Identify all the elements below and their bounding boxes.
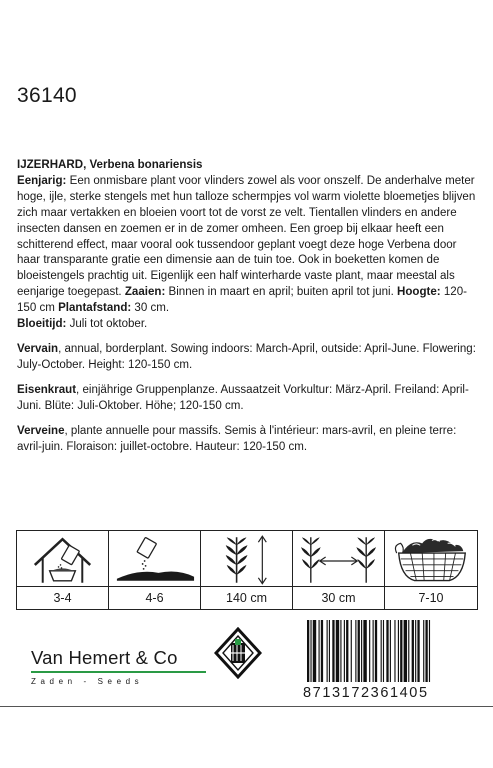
brand — [31, 647, 178, 686]
sow-indoors-icon — [17, 531, 108, 587]
plant-height-icon — [201, 531, 292, 587]
plant-spacing-value: 30 cm — [321, 591, 356, 605]
icon-cell-plant-spacing — [292, 530, 384, 610]
dutch-body: Een onmisbare plant voor vlinders zowel als voor onszelf. De anderhalve meter hoge, ijle, sterke stengels met hun talloze schermpjes vol warm violette bloemetjes blijven zich maar vertakken en bloeien voort tot de vorst ze velt. Tientallen vlinders en andere insecten dansen en zoemen er in de zomer omheen. Een groep bij elkaar heeft een schitterend effect, maar vooral ook tussendoor geplant voegt deze hoge Verbena door haar transparante gratie een dimensie aan de tuin toe. Ook in boeketten komen de bloeistengels prachtig uit. Eigenlijk een half winterharde vaste plant, maar meestal als eenjarige toegepast. — [17, 174, 476, 299]
title: IJZERHARD, Verbena bonariensis — [17, 159, 203, 171]
article-number: 36140 — [17, 84, 77, 107]
brand-logo-icon — [214, 627, 262, 679]
french-text: , plante annuelle pour massifs. Semis à l'intérieur: mars-avril, en pleine terre: avril-juin. Floraison: juillet-octobre. Hauteur: 120-150 cm. — [17, 424, 457, 453]
icon-cell-sow-indoors — [16, 530, 108, 610]
sow-outdoors-months: 4-6 — [145, 591, 164, 605]
eenjarig-label: Eenjarig: — [17, 174, 67, 187]
french-description — [17, 424, 479, 456]
description-block — [17, 158, 479, 464]
brand-tagline: Zaden - Seeds — [31, 677, 144, 686]
german-description — [17, 383, 479, 415]
hoogte-label: Hoogte: — [397, 286, 441, 299]
english-text: , annual, borderplant. Sowing indoors: March-April, outside: April-June. Flowering: July-October. Height: 120-150 cm. — [17, 342, 476, 371]
german-text: , einjährige Gruppenplanze. Aussaatzeit Vorkultur: März-April. Freiland: April-Juni. Blüte: Juli-Oktober. Höhe; 120-150 cm. — [17, 383, 469, 412]
plantafstand-label: Plantafstand: — [58, 302, 132, 315]
sowing-icons-strip — [16, 530, 478, 610]
hoogte-value: 120-150 cm — [17, 286, 467, 315]
english-name: Vervain — [17, 342, 59, 355]
bottom-divider — [0, 706, 493, 707]
barcode — [305, 620, 477, 686]
icon-cell-harvest — [384, 530, 478, 610]
harvest-weeks: 7-10 — [418, 591, 444, 605]
sow-outdoors-icon — [109, 531, 200, 587]
brand-name: Van Hemert & Co — [31, 647, 178, 668]
plant-spacing-icon — [293, 531, 384, 587]
zaaien-label: Zaaien: — [124, 286, 166, 299]
sow-indoors-months: 3-4 — [53, 591, 72, 605]
plant-height-value: 140 cm — [226, 591, 267, 605]
barcode-number: 8713172361405 — [303, 685, 429, 701]
brand-divider — [31, 671, 206, 673]
plantafstand-value: 30 cm. — [131, 302, 170, 315]
bloeitijd-label: Bloeitijd: — [17, 318, 67, 331]
icon-cell-sow-outdoors — [108, 530, 200, 610]
french-name: Verveine — [17, 424, 65, 437]
icon-cell-plant-height — [200, 530, 292, 610]
bloeitijd-value: Juli tot oktober. — [66, 318, 148, 331]
english-description — [17, 342, 479, 374]
dutch-description — [17, 158, 479, 333]
zaaien-value: Binnen in maart en april; buiten april tot juni. — [165, 286, 398, 299]
german-name: Eisenkraut — [17, 383, 77, 396]
harvest-basket-icon — [385, 531, 477, 587]
